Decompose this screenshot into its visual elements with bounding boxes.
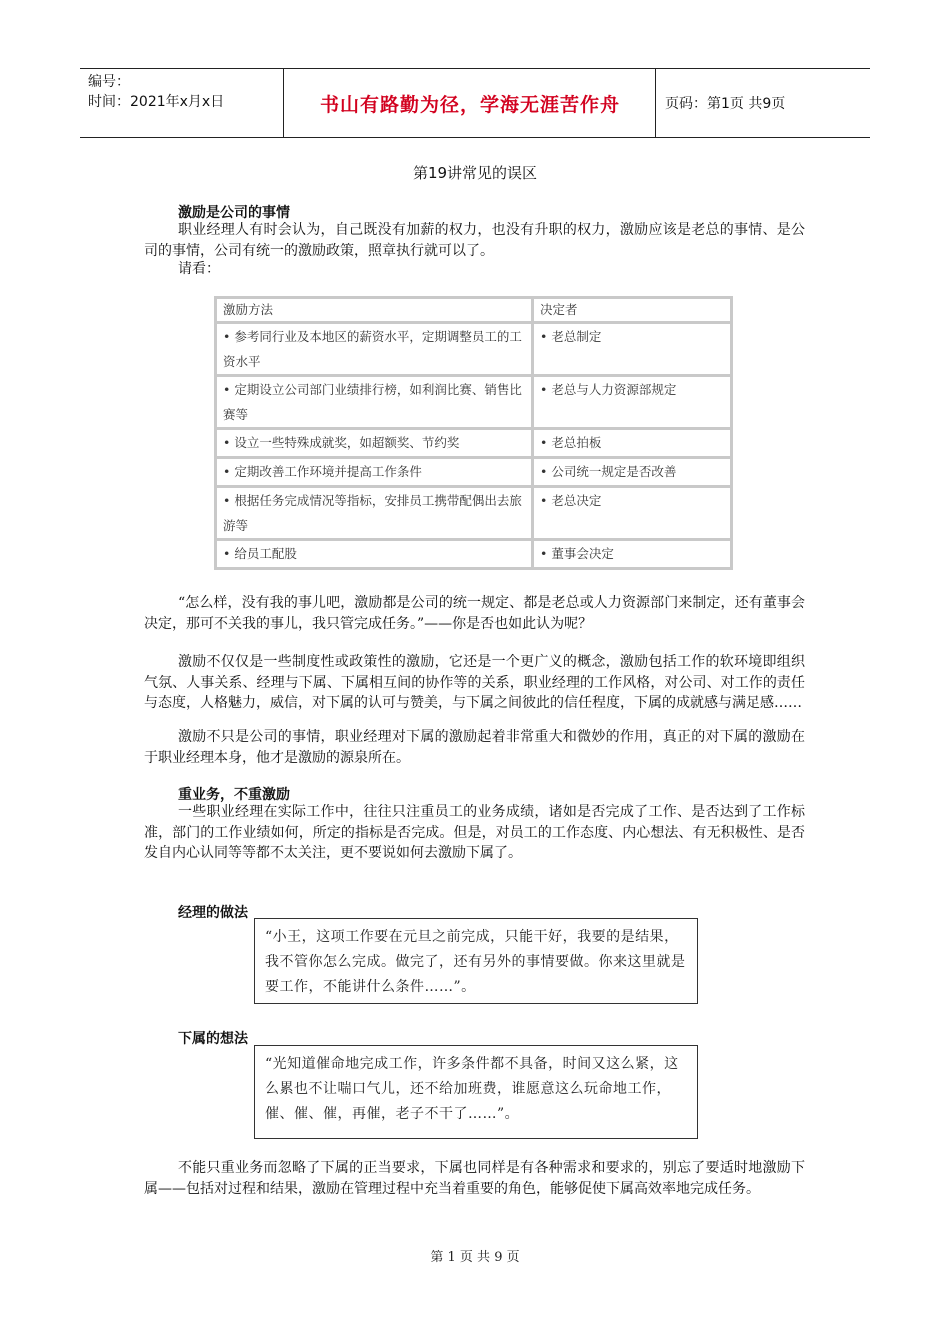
section-heading: 激励是公司的事情	[178, 205, 290, 221]
header-meta	[88, 72, 224, 112]
paragraph: 不能只重业务而忽略了下属的正当要求，下属也同样是有各种需求和要求的，别忘了要适时地激励下属——包括对过程和结果，激励在管理过程中充当着重要的角色，能够促使下属高效率地完成任务。	[144, 1160, 805, 1197]
header-time: 时间：2021年x月x日	[88, 94, 225, 110]
page-title: 第19讲常见的误区	[412, 164, 538, 182]
header-divider	[283, 69, 284, 137]
table-header-cell: 决定者	[534, 299, 730, 321]
table-cell: • 参考同行业及本地区的薪资水平，定期调整员工的工资水平	[217, 324, 531, 374]
page-header	[80, 68, 870, 138]
table-cell: • 老总决定	[534, 488, 730, 538]
table-cell: • 老总与人力资源部规定	[534, 377, 730, 427]
table-cell: • 给员工配股	[217, 541, 531, 567]
table-cell: • 老总制定	[534, 324, 730, 374]
table-cell: • 老总拍板	[534, 430, 730, 456]
subsection-heading: 经理的做法	[178, 905, 248, 921]
table-header-cell: 激励方法	[217, 299, 531, 321]
subordinate-quote-box: “光知道催命地完成工作，许多条件都不具备，时间又这么紧，这么累也不让喘口气儿，还不给加班费，谁愿意这么玩命地工作，催、催、催，再催，老子不干了……”。	[254, 1045, 698, 1139]
section-heading: 重业务，不重激励	[178, 787, 290, 803]
table-cell: • 设立一些特殊成就奖，如超额奖、节约奖	[217, 430, 531, 456]
paragraph: 激励不只是公司的事情，职业经理对下属的激励起着非常重大和微妙的作用，真正的对下属的激励在于职业经理本身，他才是激励的源泉所在。	[144, 729, 805, 766]
manager-quote-box: “小王，这项工作要在元旦之前完成，只能干好，我要的是结果，我不管你怎么完成。做完了，还有另外的事情要做。你来这里就是要工作，不能讲什么条件……”。	[254, 918, 698, 1004]
incentive-table	[214, 296, 733, 570]
header-divider	[655, 69, 656, 137]
header-number: 编号：	[88, 74, 130, 90]
table-cell: • 定期改善工作环境并提高工作条件	[217, 459, 531, 485]
paragraph: 一些职业经理在实际工作中，往往只注重员工的业务成绩，诸如是否完成了工作、是否达到了工作标准，部门的工作业绩如何，所定的指标是否完成。但是，对员工的工作态度、内心想法、有无积极性、是否发自内心认同等等都不太关注，更不要说如何去激励下属了。	[144, 804, 805, 861]
subsection-heading: 下属的想法	[178, 1031, 248, 1047]
page-footer: 第 1 页 共 9 页	[430, 1250, 520, 1265]
paragraph: 请看：	[178, 261, 220, 277]
table-cell: • 定期设立公司部门业绩排行榜，如利润比赛、销售比赛等	[217, 377, 531, 427]
table-cell: • 公司统一规定是否改善	[534, 459, 730, 485]
header-page-info: 页码：第1页 共9页	[665, 96, 786, 112]
paragraph: 激励不仅仅是一些制度性或政策性的激励，它还是一个更广义的概念，激励包括工作的软环境即组织气氛、人事关系、经理与下属、下属相互间的协作等的关系，职业经理的工作风格，对公司、对工作的责任与态度，人格魅力，威信，对下属的认可与赞美，与下属之间彼此的信任程度，下属的成就感与满足感……	[144, 654, 805, 711]
paragraph: 职业经理人有时会认为，自己既没有加薪的权力，也没有升职的权力，激励应该是老总的事情、是公司的事情，公司有统一的激励政策，照章执行就可以了。	[144, 222, 805, 259]
table-cell: • 董事会决定	[534, 541, 730, 567]
table-cell: • 根据任务完成情况等指标，安排员工携带配偶出去旅游等	[217, 488, 531, 538]
header-motto: 书山有路勤为径，学海无涯苦作舟	[319, 93, 620, 116]
paragraph: “怎么样，没有我的事儿吧，激励都是公司的统一规定、都是老总或人力资源部门来制定，还有董事会决定，那可不关我的事儿，我只管完成任务。”——你是否也如此认为呢？	[144, 595, 805, 632]
